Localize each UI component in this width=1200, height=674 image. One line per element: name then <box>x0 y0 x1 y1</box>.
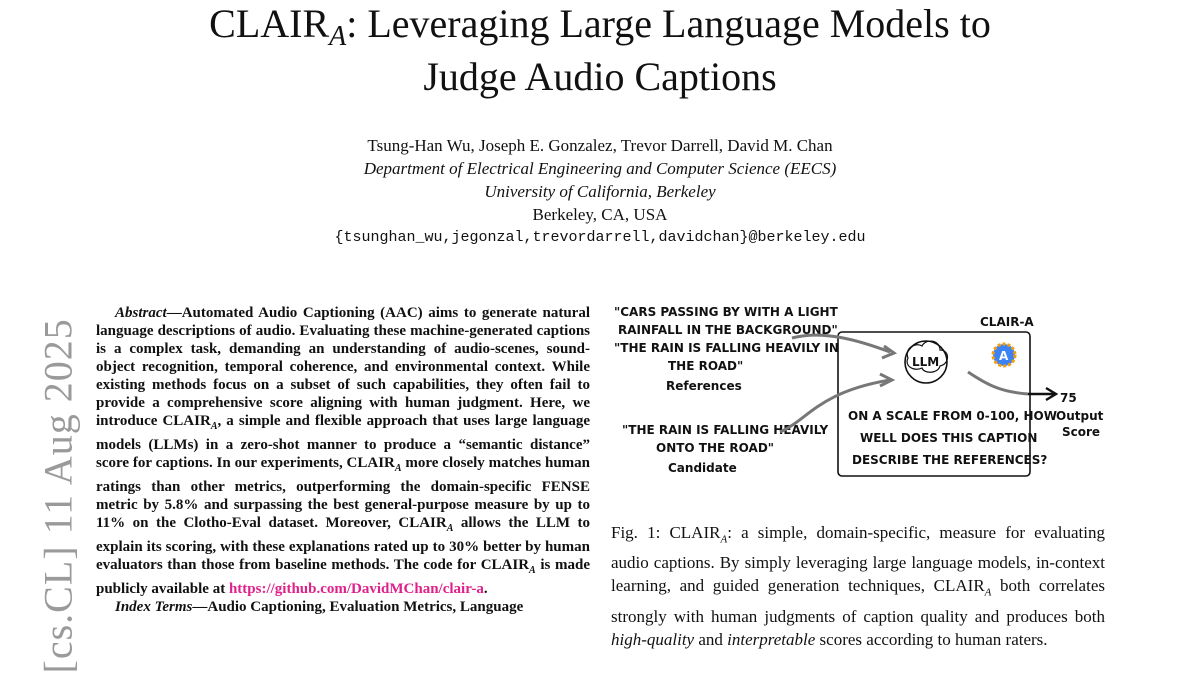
prompt-line2: WELL DOES THIS CAPTION <box>860 431 1038 445</box>
abstract <box>96 304 590 616</box>
prompt-line3: DESCRIBE THE REFERENCES? <box>852 453 1048 467</box>
llm-label: LLM <box>912 355 940 369</box>
title-name: CLAIR <box>209 1 330 46</box>
author-block <box>0 134 1200 249</box>
arxiv-stamp: [cs.CL] 11 Aug 2025 <box>35 318 81 674</box>
figure-1 <box>608 300 1108 520</box>
candidate-label: Candidate <box>668 461 737 475</box>
reference-2-line1: "THE RAIN IS FALLING HEAVILY IN <box>614 341 839 355</box>
paper-title <box>0 0 1200 101</box>
output-label-1: Output <box>1056 409 1104 423</box>
author-location: Berkeley, CA, USA <box>532 205 668 224</box>
author-university: University of California, Berkeley <box>484 182 716 201</box>
index-terms-lead: Index Terms <box>115 599 193 615</box>
index-terms: Index Terms—Audio Captioning, Evaluation Metrics, Language <box>115 599 524 615</box>
author-department: Department of Electrical Engineering and Computer Science (EECS) <box>363 159 837 178</box>
abstract-paragraph: Abstract—Automated Audio Captioning (AAC) aims to generate natural language descriptions of audio. Evaluating these machine-generated captions is a complex task, demanding an understanding of audio-scenes, sound-object recognition, temporal coherence, and environmental context. While existing methods focus on a subset of such capabilities, they often fail to provide a comprehensive score aligning with human judgment. Here, we introduce $CLAIR_A$, a simple and flexible approach that uses large language models (LLMs) in a zero-shot manner to produce a “semantic distance” score for captions. In our experiments, $CLAIR_A$ more closely matches human ratings than other metrics, outperforming the domain-specific FENSE metric by 5.8% and surpassing the best general-purpose measure by up to 11% on the Clotho-Eval dataset. Moreover, $CLAIR_A$ allows the LLM to explain its scoring, with these explanations rated up to 30% better by human evaluators than those from baseline methods. The code for $CLAIR_A$ is made publicly available at https://github.com/DavidMChan/clair-a. <box>96 305 591 597</box>
box-label: CLAIR-A <box>980 315 1034 329</box>
output-arrow <box>968 372 1028 394</box>
references-label: References <box>666 379 742 393</box>
reference-2-line2: THE ROAD" <box>668 359 744 373</box>
author-names: Tsung-Han Wu, Joseph E. Gonzalez, Trevor Darrell, David M. Chan <box>367 136 833 155</box>
llm-icon <box>905 341 948 383</box>
candidate-line2: ONTO THE ROAD" <box>656 441 775 455</box>
score-value: 75 <box>1060 391 1077 405</box>
figure-caption: Fig. 1: $CLAIR_A$: a simple, domain-specific, measure for evaluating audio captions. By simply leveraging large language models, in-context learning, and guided generation techniques, $CLAIR_A$ both correlates strongly with human judgments of caption quality and produces both high-quality and interpretable scores according to human raters. <box>611 523 1105 649</box>
logo-letter: A <box>999 349 1009 363</box>
reference-1-line1: "CARS PASSING BY WITH A LIGHT <box>614 305 838 319</box>
prompt-line1: ON A SCALE FROM 0-100, HOW <box>848 409 1057 423</box>
abstract-lead: Abstract <box>115 305 167 321</box>
clair-logo-icon <box>993 344 1015 366</box>
output-label-2: Score <box>1062 425 1101 439</box>
code-link[interactable]: https://github.com/DavidMChan/clair-a <box>228 581 484 597</box>
title-line2: Judge Audio Captions <box>423 54 777 99</box>
author-email: {tsunghan_wu,jegonzal,trevordarrell,davidchan}@berkeley.edu <box>334 229 866 246</box>
candidate-line1: "THE RAIN IS FALLING HEAVILY <box>622 423 829 437</box>
title-line1: : Leveraging Large Language Models to <box>346 1 991 46</box>
title-subscript: A <box>329 21 347 52</box>
reference-1-line2: RAINFALL IN THE BACKGROUND" <box>618 323 838 337</box>
